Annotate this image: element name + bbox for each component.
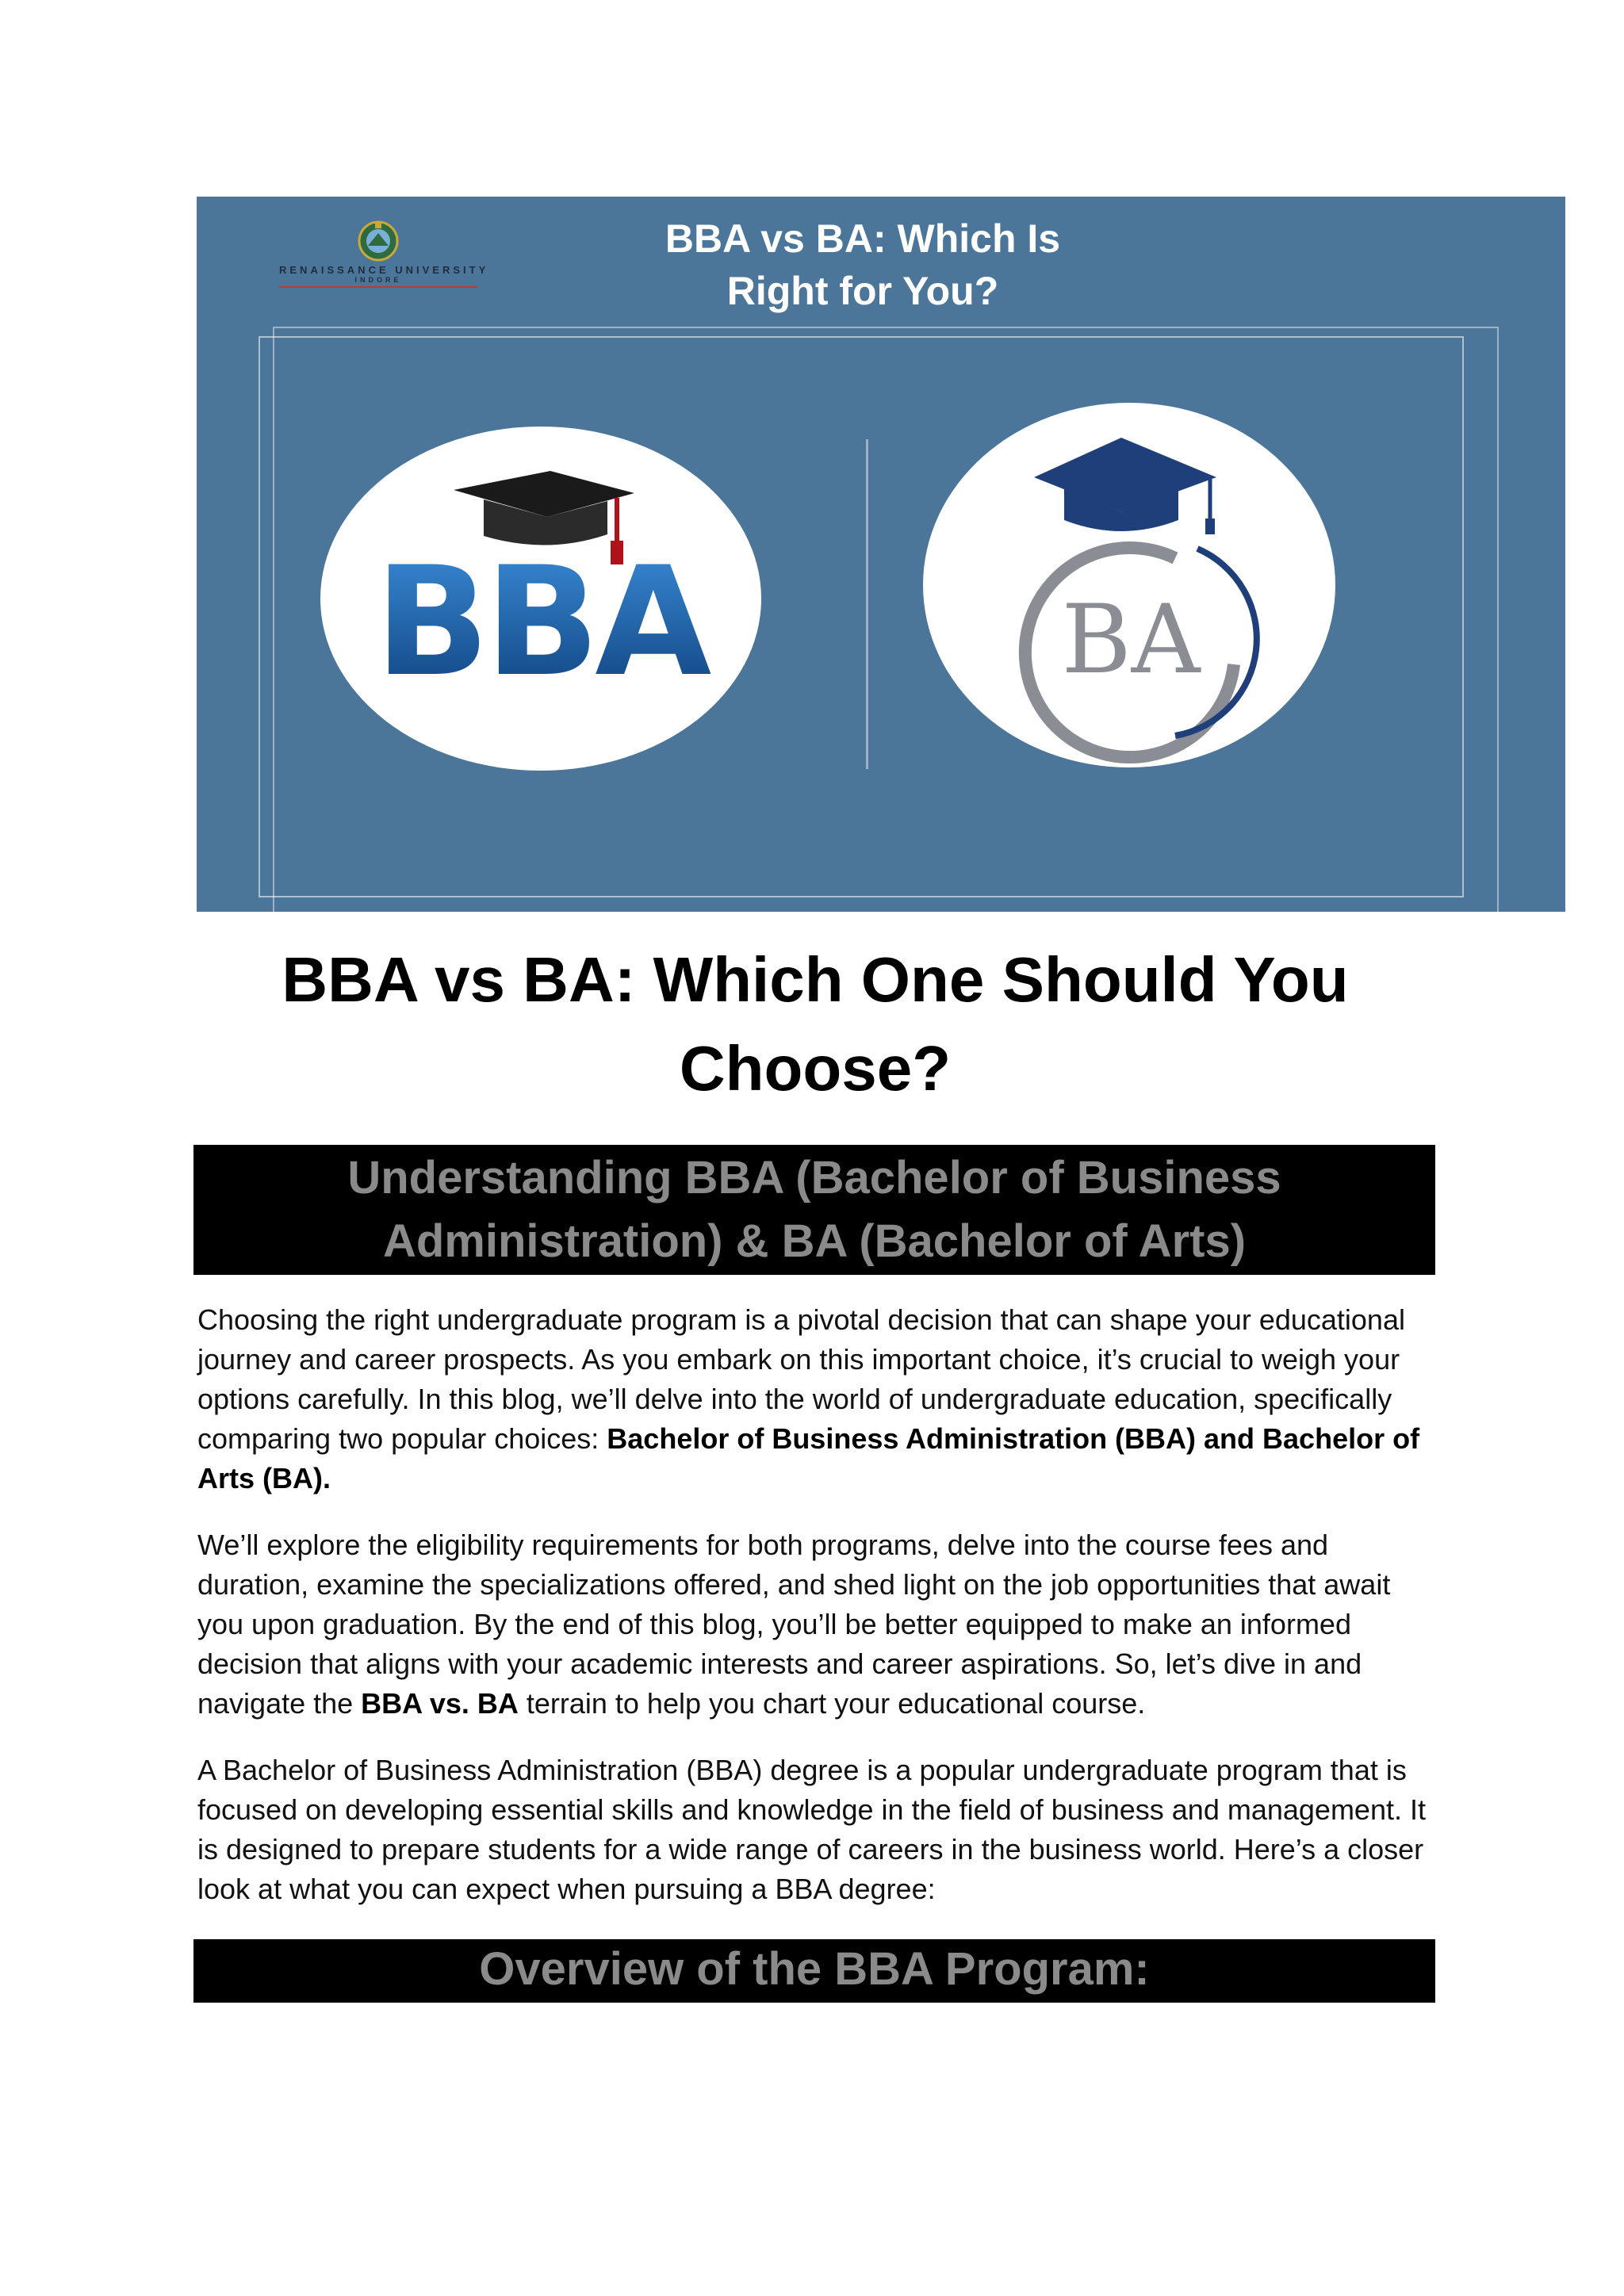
- hero-banner: [197, 197, 1565, 912]
- explore-bold-text: BBA vs. BA: [361, 1687, 519, 1720]
- logo-university-city: INDORE: [354, 276, 402, 284]
- bba-badge: [320, 427, 761, 771]
- ba-graduation-logo-icon: [923, 403, 1335, 767]
- section-heading-bba-overview: Overview of the BBA Program:: [193, 1939, 1435, 2003]
- intro-paragraph: [197, 1300, 1442, 1498]
- bba-graduation-logo-icon: [320, 427, 761, 771]
- explore-paragraph: [197, 1525, 1442, 1724]
- logo-university-name: RENAISSANCE UNIVERSITY: [279, 264, 489, 276]
- banner-divider: [866, 439, 868, 769]
- university-crest-icon: [350, 217, 406, 263]
- university-logo: [279, 217, 489, 284]
- ba-badge-text: BA: [1061, 585, 1201, 695]
- bba-badge-text: BBA: [374, 534, 707, 710]
- logo-underline: [279, 286, 477, 288]
- explore-text-after: terrain to help you chart your educational course.: [518, 1687, 1146, 1720]
- banner-title: BBA vs BA: Which Is Right for You?: [665, 216, 1061, 313]
- section-heading-understanding: Understanding BBA (Bachelor of Business Administration) & BA (Bachelor of Arts): [193, 1145, 1435, 1275]
- intro-text: Choosing the right undergraduate program is a pivotal decision that can shape your educational journey and career prospects. As you embark on this important choice, it’s crucial to weigh your options carefully. In this blog, we’ll delve into the world of undergraduate education, specifically comparing two popular choices:: [197, 1303, 1405, 1455]
- ba-badge: [923, 403, 1335, 767]
- intro-bold-text: Bachelor of Business Administration (BBA) and Bachelor of Arts (BA).: [197, 1422, 1420, 1494]
- page-title: BBA vs BA: Which One Should You Choose?: [282, 944, 1349, 1104]
- explore-text-before: We’ll explore the eligibility requirements for both programs, delve into the course fees and duration, examine the specializations offered, and shed light on the job opportunities that await you upon graduation. By the end of this blog, you’ll be better equipped to make an informed decision that aligns with your academic interests and career aspirations. So, let’s dive in and navigate the: [197, 1529, 1391, 1720]
- bba-description-paragraph: A Bachelor of Business Administration (BBA) degree is a popular undergraduate program that is focused on developing essential skills and knowledge in the field of business and management. It is designed to prepare students for a wide range of careers in the business world. Here’s a closer look at what you can expect when pursuing a BBA degree:: [197, 1754, 1426, 1905]
